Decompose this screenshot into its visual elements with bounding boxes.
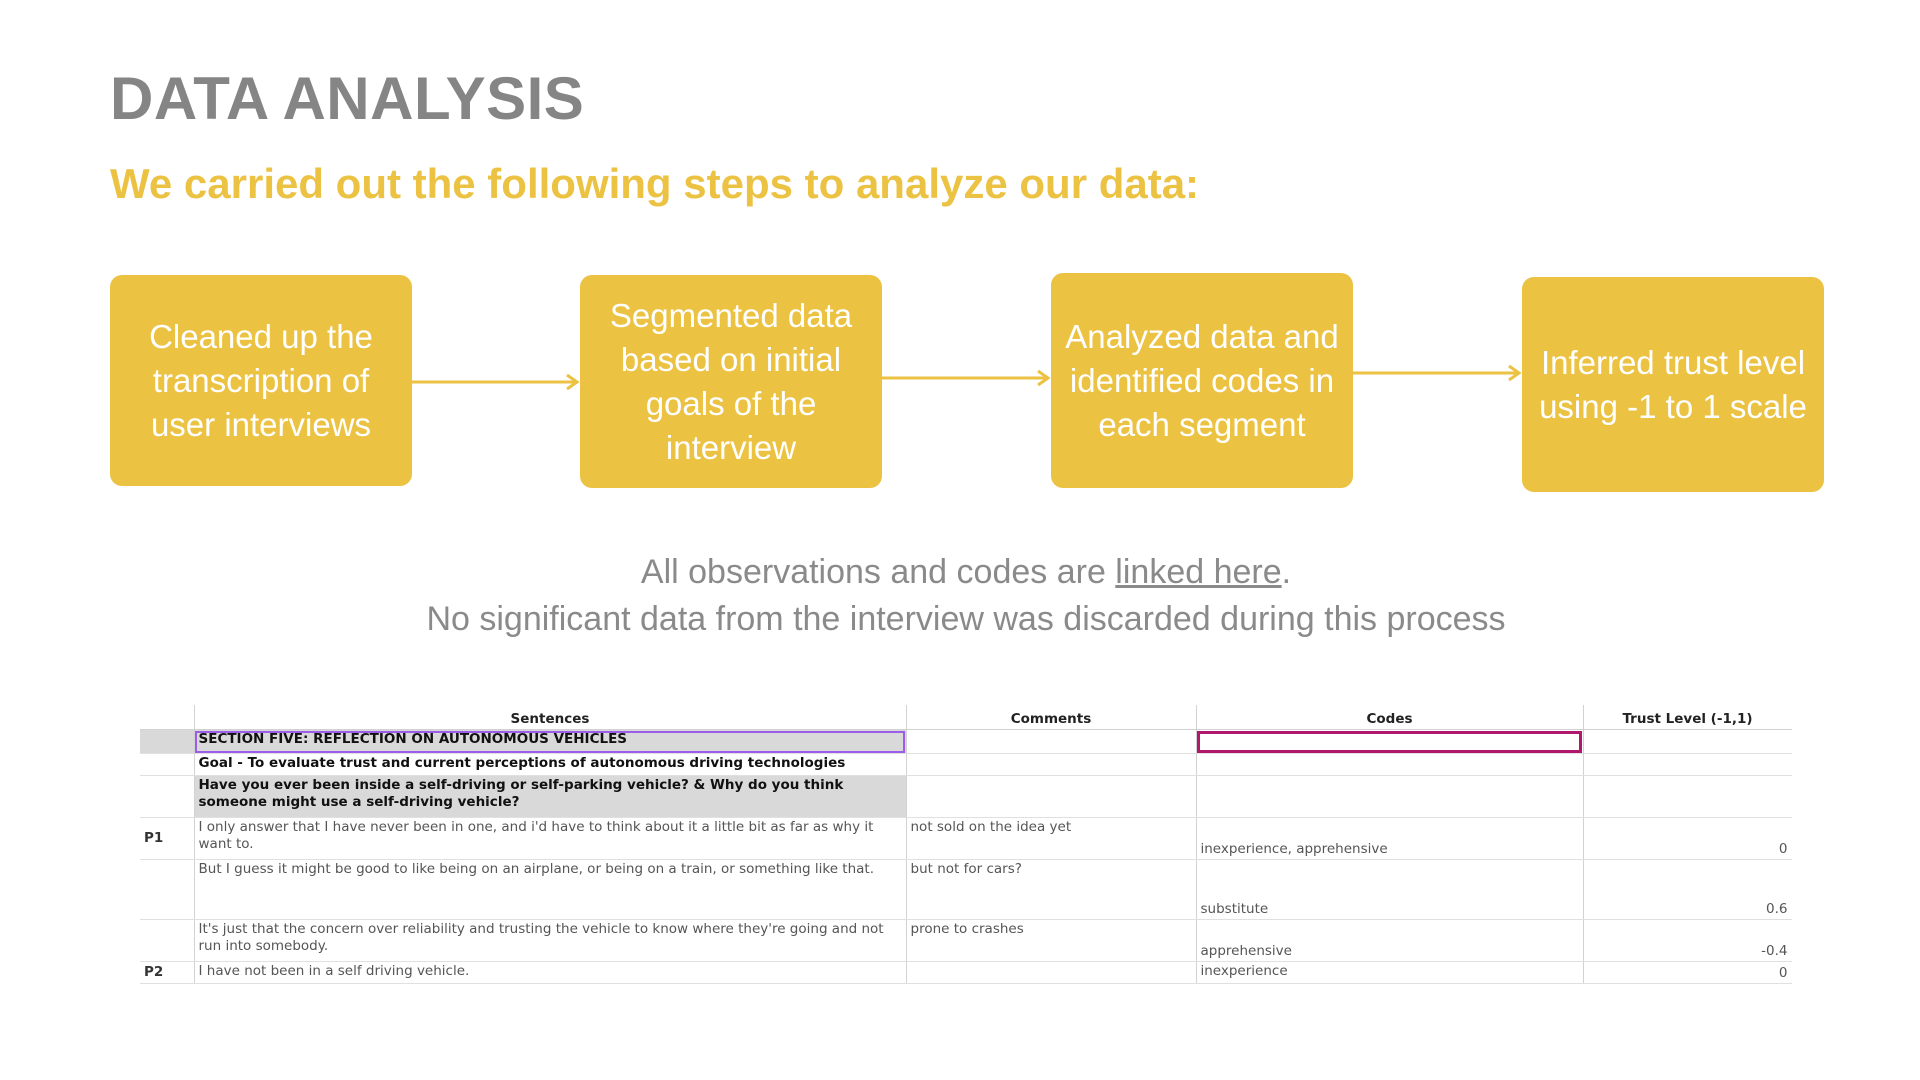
comments-header: Comments (906, 705, 1196, 730)
participant-id-cell: P2 (140, 962, 194, 984)
row-id-header (140, 705, 194, 730)
step-text: Inferred trust level using -1 to 1 scale (1539, 343, 1807, 425)
row-id-cell (140, 920, 194, 962)
sentence-cell: Goal - To evaluate trust and current perceptions of autonomous driving technologies (194, 754, 906, 776)
sentences-header: Sentences (194, 705, 906, 730)
step-text: Segmented data based on initial goals of the interview (609, 296, 853, 466)
discard-note: No significant data from the interview was discarded during this process (426, 600, 1506, 638)
comment-cell (906, 754, 1196, 776)
step-text: Analyzed data and identified codes in each segment (1065, 317, 1339, 443)
table-row (140, 920, 1792, 962)
code-cell: inexperience, apprehensive (1196, 818, 1583, 860)
sentence-cell: But I guess it might be good to like being on an airplane, or being on a train, or something like that. (194, 860, 906, 920)
comment-cell: prone to crashes (906, 920, 1196, 962)
table-row (140, 962, 1792, 984)
header-row (140, 705, 1792, 730)
note-text: All observations and codes are (640, 553, 1116, 591)
codes-header: Codes (1196, 705, 1583, 730)
code-cell (1196, 754, 1583, 776)
flow-arrow-3 (1353, 363, 1524, 383)
observations-note (0, 553, 1920, 592)
sentence-cell: Have you ever been inside a self-driving or self-parking vehicle? & Why do you think someone might use a self-driving vehicle? (194, 776, 906, 818)
comment-cell: but not for cars? (906, 860, 1196, 920)
table-row (140, 754, 1792, 776)
table-row (140, 860, 1792, 920)
coding-table (140, 705, 1792, 984)
trust-cell: -0.4 (1583, 920, 1792, 962)
table-row (140, 818, 1792, 860)
step-card-segment-data (580, 275, 882, 488)
step-text: Cleaned up the transcription of user interviews (149, 317, 373, 443)
code-cell: substitute (1196, 860, 1583, 920)
participant-id-cell: P1 (140, 818, 194, 860)
trust-cell: 0 (1583, 962, 1792, 984)
code-cell: inexperience (1196, 962, 1583, 984)
comment-cell (906, 962, 1196, 984)
row-id-cell (140, 754, 194, 776)
comment-cell: not sold on the idea yet (906, 818, 1196, 860)
trust-cell (1583, 776, 1792, 818)
spreadsheet-screenshot (140, 705, 1792, 995)
row-id-cell (140, 776, 194, 818)
trust-cell (1583, 754, 1792, 776)
observations-link[interactable]: linked here (1115, 553, 1282, 591)
sentence-cell: I only answer that I have never been in one, and i'd have to think about it a little bit as far as why it want to. (194, 818, 906, 860)
trust-cell (1583, 730, 1792, 754)
code-cell (1196, 776, 1583, 818)
note-period: . (1281, 553, 1292, 591)
table-row (140, 730, 1792, 754)
step-card-analyze-codes (1051, 273, 1353, 488)
comment-cell (906, 776, 1196, 818)
row-id-cell (140, 730, 194, 754)
table-row (140, 776, 1792, 818)
step-card-clean-transcription (110, 275, 412, 486)
flow-arrow-2 (882, 368, 1053, 388)
sentence-cell: SECTION FIVE: REFLECTION ON AUTONOMOUS VEHICLES (194, 730, 906, 754)
trust-level-header: Trust Level (-1,1) (1583, 705, 1792, 730)
trust-cell: 0.6 (1583, 860, 1792, 920)
code-cell (1196, 730, 1583, 754)
row-id-cell (140, 860, 194, 920)
trust-cell: 0 (1583, 818, 1792, 860)
flow-arrow-1 (412, 372, 582, 392)
page-title: DATA ANALYSIS (110, 65, 585, 132)
code-cell: apprehensive (1196, 920, 1583, 962)
comment-cell (906, 730, 1196, 754)
step-card-infer-trust (1522, 277, 1824, 492)
sentence-cell: It's just that the concern over reliability and trusting the vehicle to know where they're going and not run into somebody. (194, 920, 906, 962)
sentence-cell: I have not been in a self driving vehicle. (194, 962, 906, 984)
page-subtitle: We carried out the following steps to analyze our data: (110, 160, 1200, 207)
